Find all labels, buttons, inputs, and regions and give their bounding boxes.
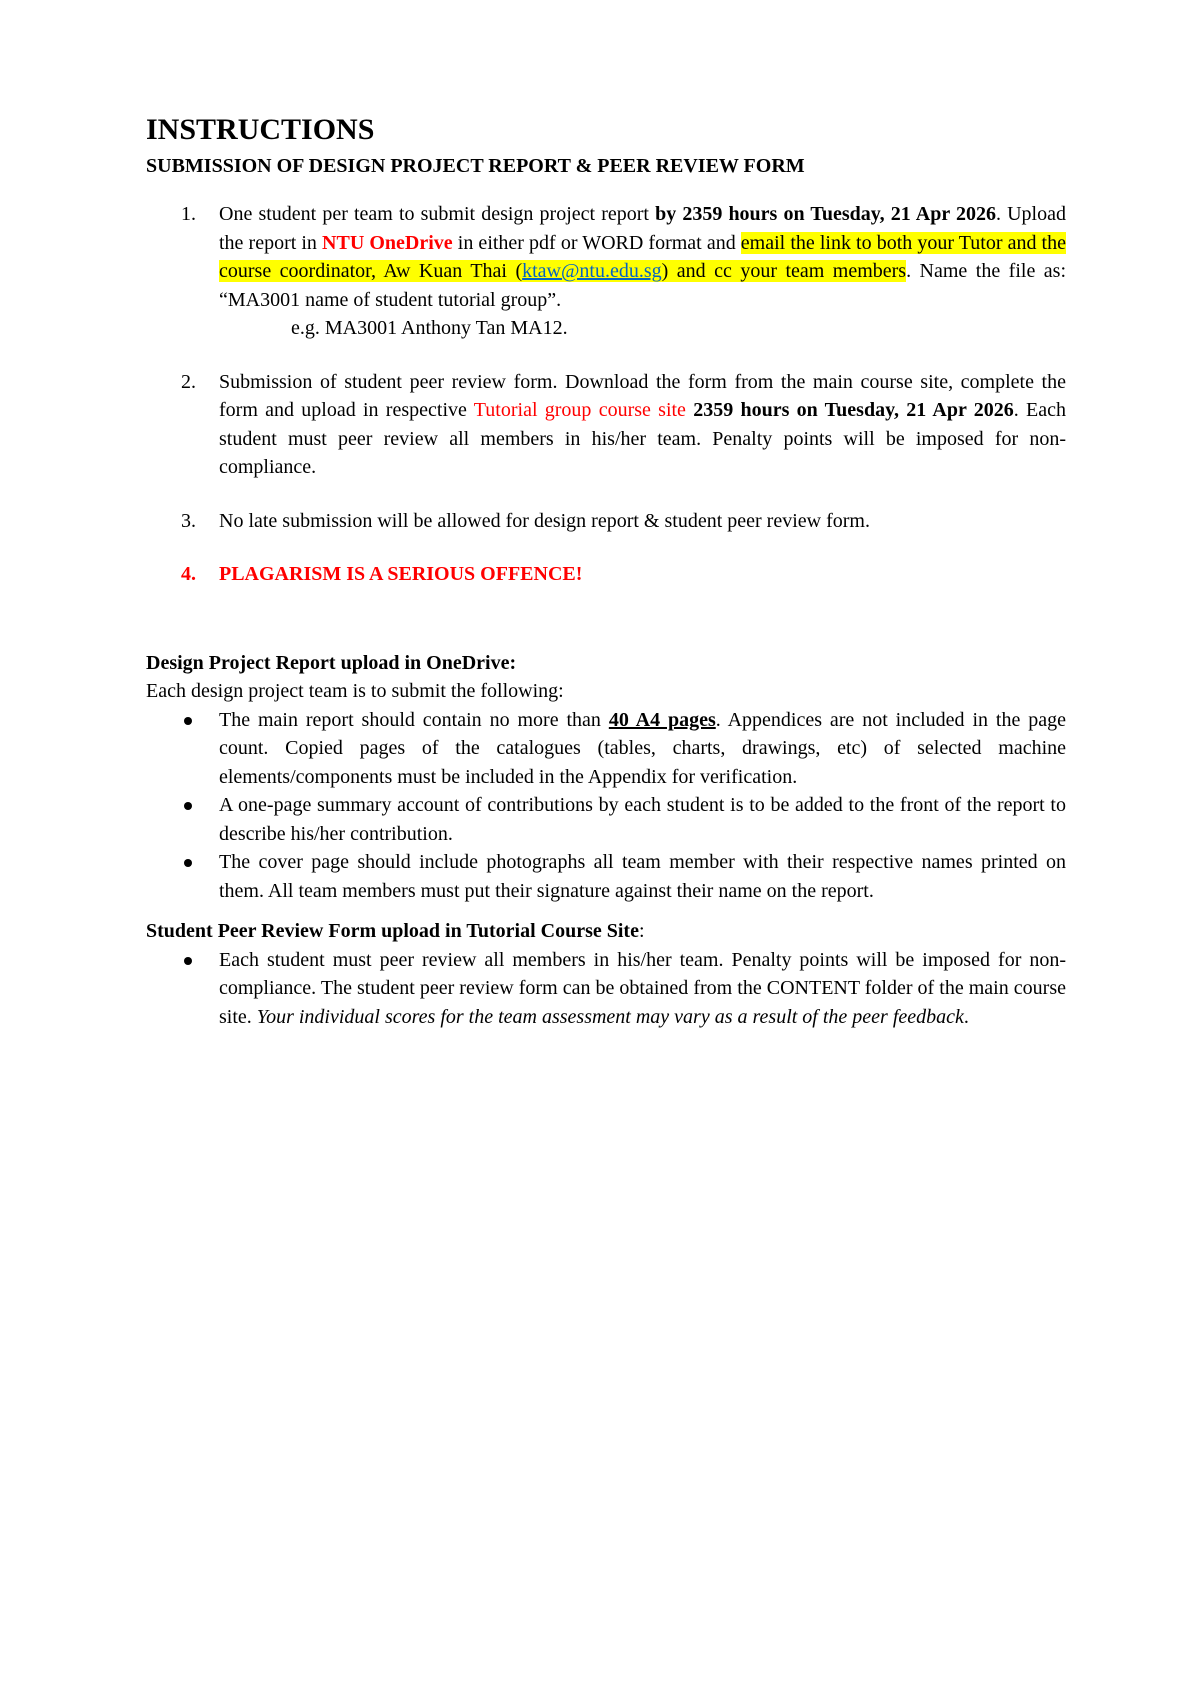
item-number: 4. <box>181 563 196 585</box>
onedrive-text: NTU OneDrive <box>322 231 453 254</box>
list-item: A one-page summary account of contributions by each student is to be added to the front of the report to describe his/her contribution. <box>146 791 1066 848</box>
tutorial-site-text: Tutorial group course site <box>473 399 686 421</box>
email-link[interactable]: ktaw@ntu.edu.sg <box>522 260 662 282</box>
item-number: 1. <box>181 203 196 225</box>
item-number: 3. <box>181 509 196 532</box>
scores-note: Your individual scores for the team assessment may vary as a result of the peer feedback <box>256 1005 964 1028</box>
bullet-icon <box>184 717 192 725</box>
instruction-item-4 <box>146 560 1066 589</box>
design-report-section <box>146 649 1066 906</box>
peer-review-section <box>146 917 1066 1031</box>
highlighted-text: ) and cc your team members <box>661 260 907 282</box>
page-title: INSTRUCTIONS <box>146 113 375 146</box>
instruction-list <box>146 200 1066 589</box>
list-item: The cover page should include photographs all team member with their respective names printed on them. All team members must put their signature against their name on the report. <box>146 848 1066 905</box>
section-intro: Each design project team is to submit the following: <box>146 680 564 702</box>
list-item: Each student must peer review all members in his/her team. Penalty points will be imposed for non-compliance. The student peer review form can be obtained from the CONTENT folder of the main course site. Your individual scores for the team assessment may vary as a result of the peer feedback. <box>146 946 1066 1032</box>
section-heading: Student Peer Review Form upload in Tutorial Course Site <box>146 920 639 942</box>
deadline-text: 2359 hours on Tuesday, 21 Apr 2026 <box>693 399 1014 421</box>
document-body <box>146 112 1066 1031</box>
plagiarism-warning: PLAGARISM IS A SERIOUS OFFENCE! <box>219 563 583 585</box>
page-limit: 40 A4 pages <box>608 708 716 731</box>
bullet-icon <box>184 859 192 867</box>
instruction-item-1: 1. One student per team to submit design project report by 2359 hours on Tuesday, 21 Apr 2026. Upload the report in NTU OneDrive in either pdf or WORD format and email the link to both your Tutor and the course coordinator, Aw Kuan Thai (ktaw@ntu.edu.sg) and cc your team members. Name the file as: “MA3001 name of student tutorial group”. e.g. MA3001 Anthony Tan MA12. <box>146 200 1066 343</box>
list-item: The main report should contain no more than 40 A4 pages. Appendices are not included in the page count. Copied pages of the catalogues (tables, charts, drawings, etc) of selected machine elements/components must be included in the Appendix for verification. <box>146 706 1066 792</box>
page-subtitle: SUBMISSION OF DESIGN PROJECT REPORT & PEER REVIEW FORM <box>146 155 805 177</box>
bullet-icon <box>184 802 192 810</box>
bullet-icon <box>184 957 192 965</box>
section-heading-line: Student Peer Review Form upload in Tutorial Course Site: <box>146 920 645 942</box>
peer-bullet-list <box>146 946 1066 1032</box>
section-heading: Design Project Report upload in OneDrive: <box>146 651 517 674</box>
design-bullet-list <box>146 706 1066 906</box>
item-number: 2. <box>181 370 196 393</box>
highlighted-text: email the link to both your Tutor and the course coordinator, Aw Kuan Thai ( <box>219 231 1066 282</box>
filename-example: e.g. MA3001 Anthony Tan MA12. <box>291 317 568 339</box>
instruction-item-3: 3. No late submission will be allowed for design report & student peer review form. <box>146 507 1066 536</box>
instruction-item-2: 2. Submission of student peer review form. Download the form from the main course site, complete the form and upload in respective Tutorial group course site 2359 hours on Tuesday, 21 Apr 2026. Each student must peer review all members in his/her team. Penalty points will be imposed for non-compliance. <box>146 368 1066 482</box>
deadline-text: by 2359 hours on Tuesday, 21 Apr 2026 <box>655 203 996 225</box>
